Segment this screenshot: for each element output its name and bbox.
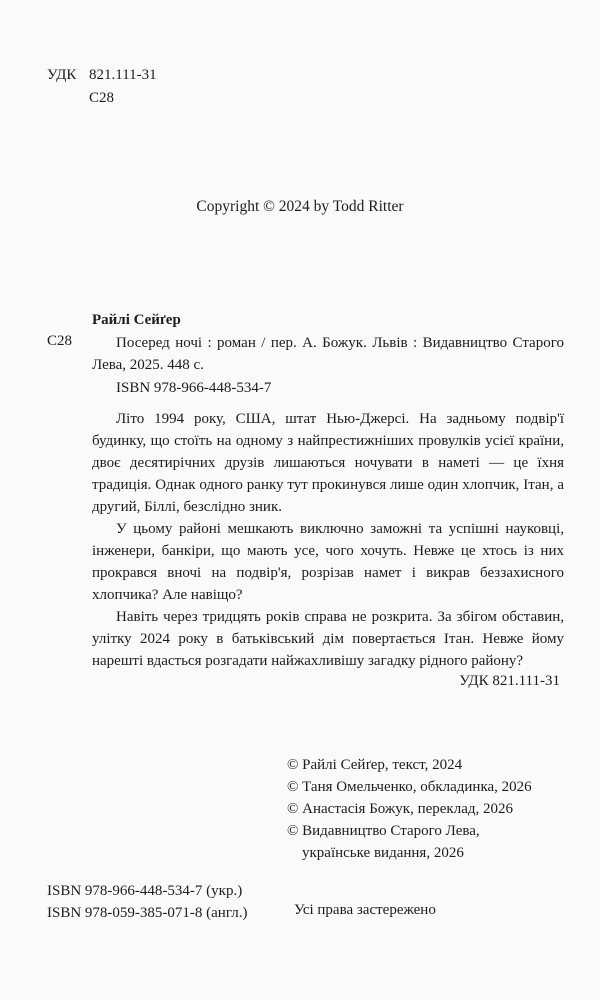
credit-publisher-edition: українське видання, 2026 [302,845,464,861]
copyright-line: Copyright © 2024 by Todd Ritter [196,198,404,215]
bibliographic-description: Посеред ночі : роман / пер. А. Божук. Львів : Видавництво Старого Лева, 2025. 448 с. [92,335,564,373]
author-code: С28 [89,90,115,106]
annotation [92,408,564,672]
udk-label: УДК [47,67,77,83]
catalog-isbn: ISBN 978-966-448-534-7 [116,380,272,396]
annotation-paragraph: Літо 1994 року, США, штат Нью-Джерсі. На задньому подвір'ї будинку, що стоїть на одному з найпрестижніших провулків усієї країни, двоє десятирічних друзів лишаються ночувати в наметі — це їхня традиція. Однак одного ранку тут прокинувся лише один хлопчик, Ітан, а другий, Біллі, безслідно зник. [92,411,564,515]
credit-author: © Райлі Сейґер, текст, 2024 [287,757,463,773]
udk-code: 821.111-31 [89,67,157,83]
isbn-eng: ISBN 978-059-385-071-8 (англ.) [47,905,248,921]
catalog-author: Райлі Сейґер [92,312,181,328]
credit-publisher: © Видавництво Старого Лева, [287,823,480,839]
udk-line [47,64,157,87]
isbn-list [47,880,247,924]
credit-translation: © Анастасія Божук, переклад, 2026 [287,801,513,817]
catalog-udk: УДК 821.111-31 [459,673,560,689]
rights-reserved: Усі права застережено [294,902,436,918]
isbn-ukr: ISBN 978-966-448-534-7 (укр.) [47,883,243,899]
copyright-credits [287,754,532,864]
udk-header [47,64,157,110]
catalog-code: С28 [47,333,73,349]
credit-cover: © Таня Омельченко, обкладинка, 2026 [287,779,532,795]
annotation-paragraph: Навіть через тридцять років справа не розкрита. За збігом обставин, улітку 2024 року в батьківський дім повертається Ітан. Невже йому нарешті вдасться розгадати найжахливішу загадку рідного району? [92,609,564,669]
annotation-paragraph: У цьому районі мешкають виключно заможні та успішні науковці, інженери, банкіри, що мають усе, чого хочуть. Невже це хтось із них прокрався вночі на подвір'я, розрізав намет і викрав беззахисного хлопчика? Але навіщо? [92,521,564,603]
